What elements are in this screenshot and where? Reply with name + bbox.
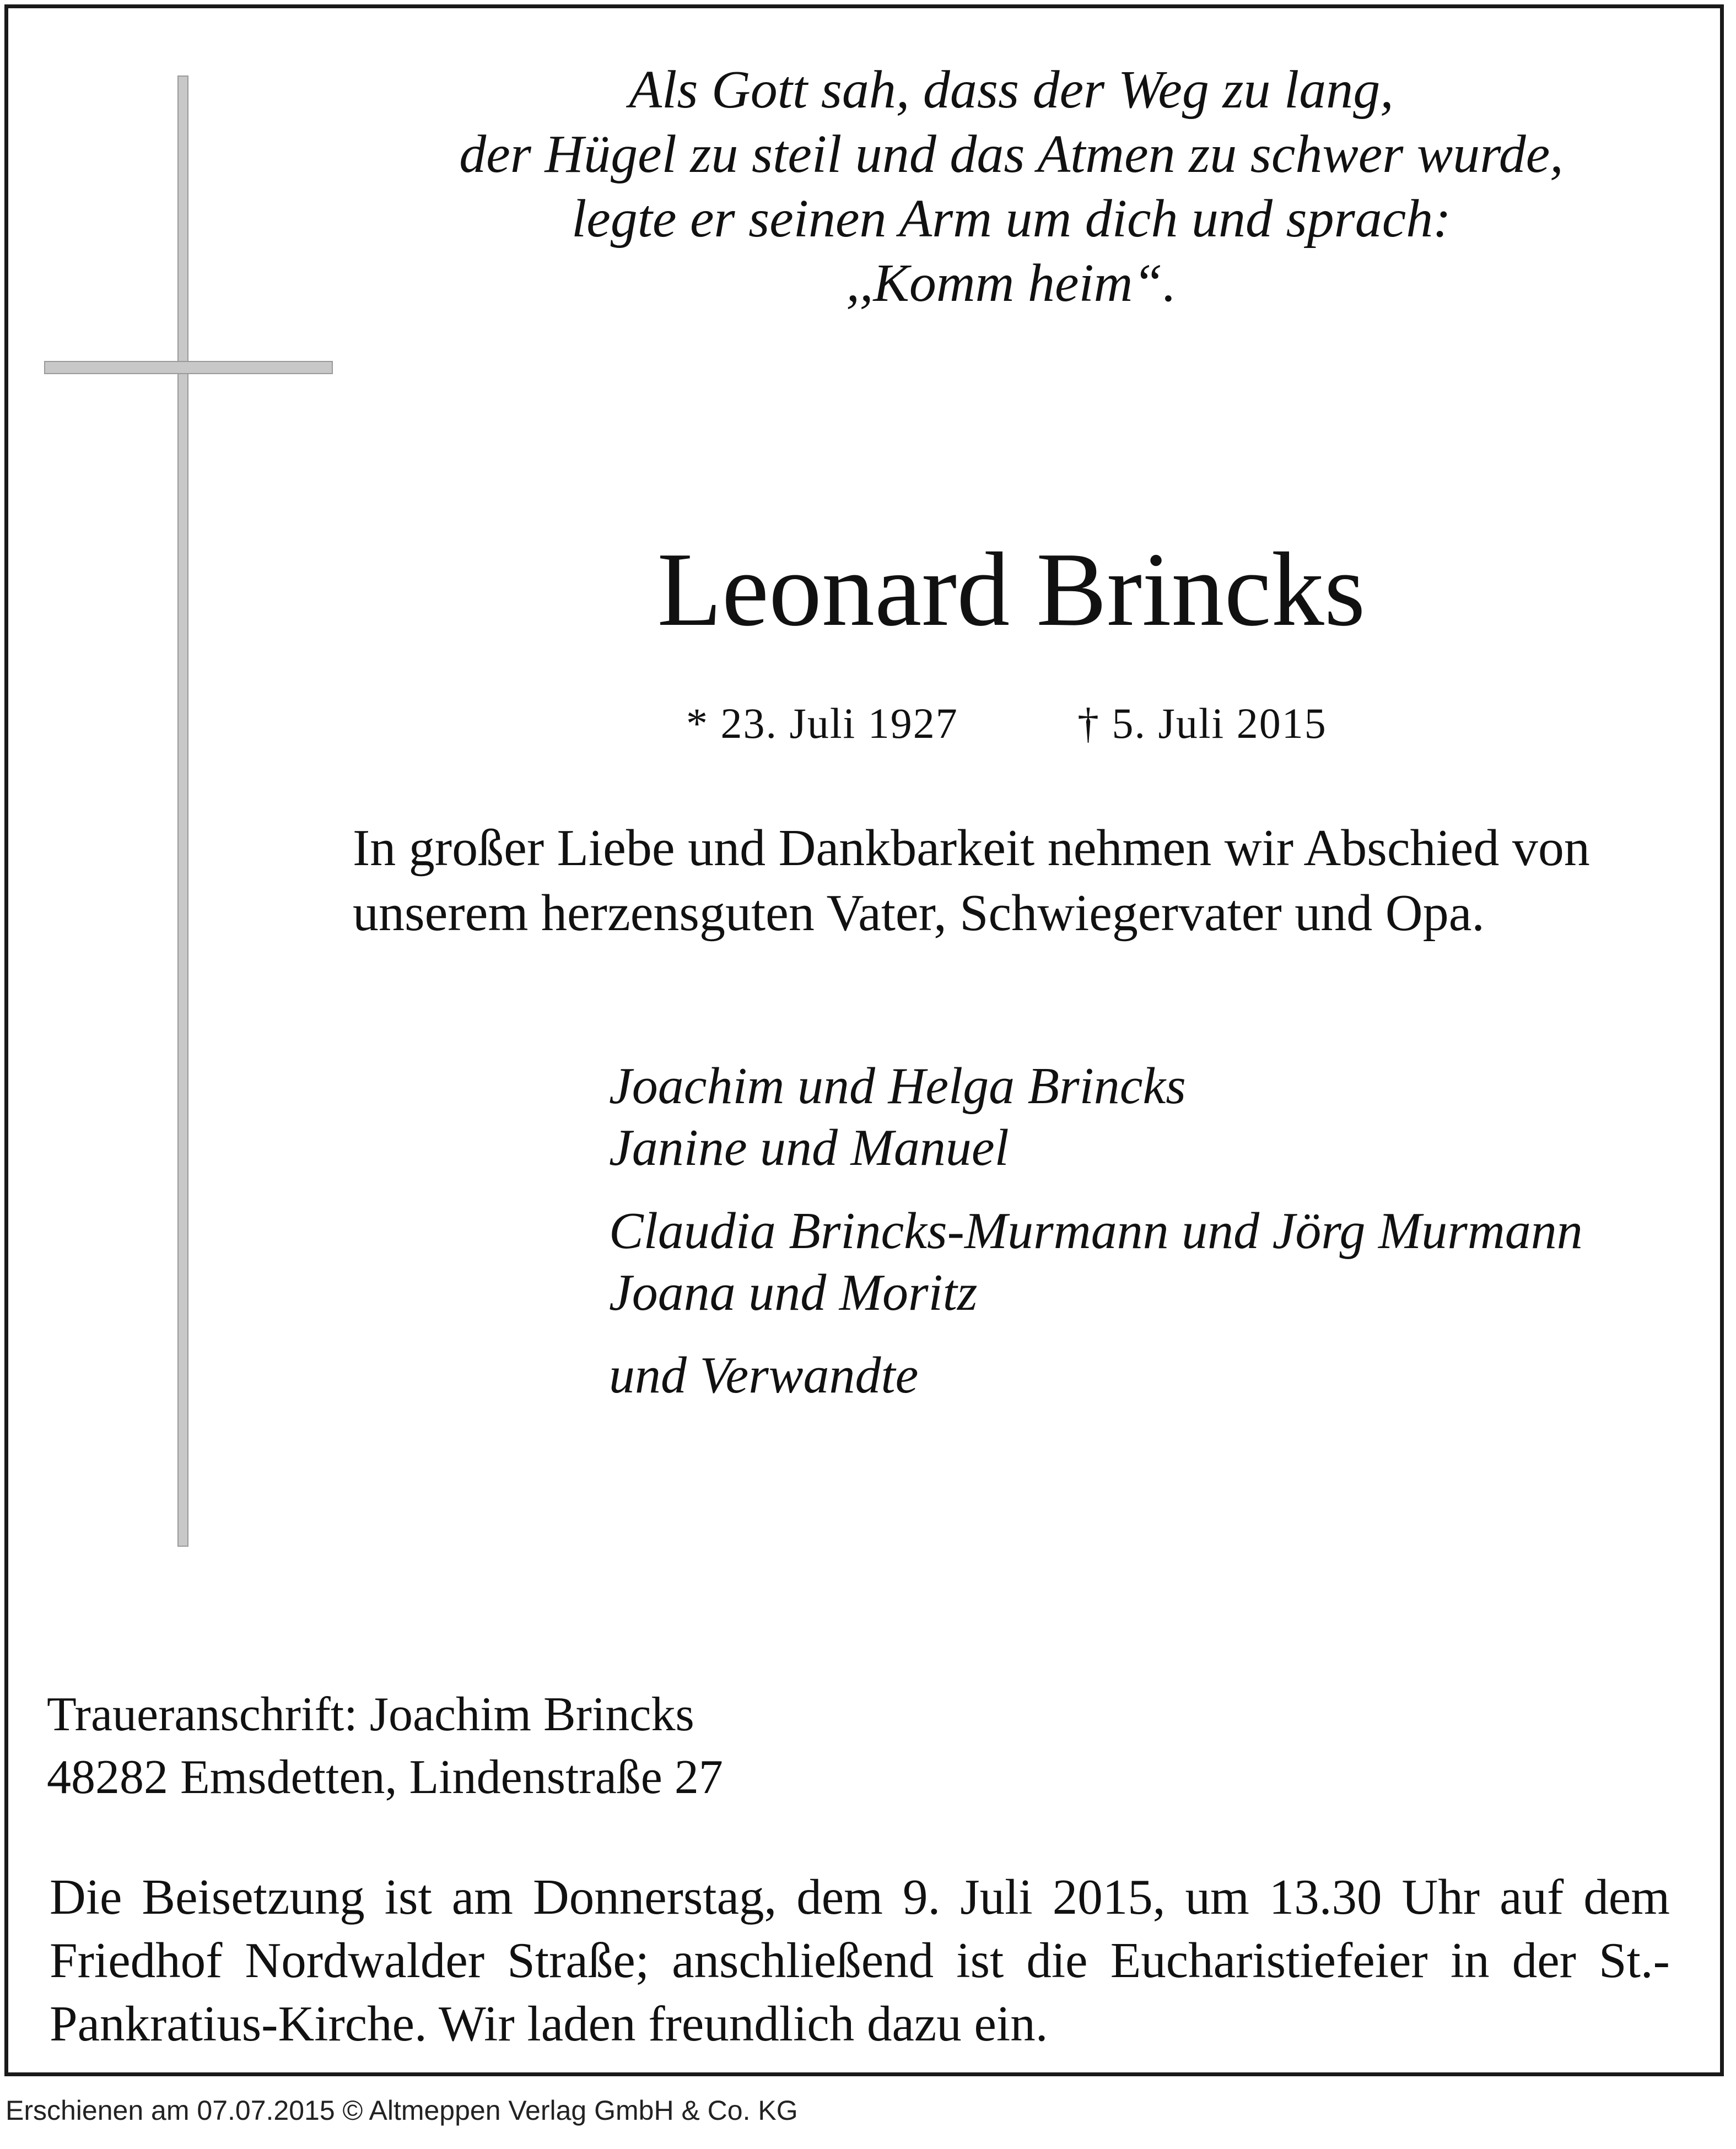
farewell-line: In großer Liebe und Dankbarkeit nehmen wir Abschied von bbox=[353, 819, 1590, 877]
death-date: † 5. Juli 2015 bbox=[1077, 699, 1327, 747]
cross-icon-crossbar bbox=[44, 361, 333, 374]
mourner-line: Claudia Brincks-Murmann und Jörg Murmann bbox=[609, 1202, 1583, 1260]
poem-line: Als Gott sah, dass der Weg zu lang, bbox=[629, 60, 1394, 120]
mourner-line: Joachim und Helga Brincks bbox=[609, 1057, 1186, 1115]
publication-footer: Erschienen am 07.07.2015 © Altmeppen Verlag GmbH & Co. KG bbox=[6, 2095, 798, 2126]
mourner-line: Joana und Moritz bbox=[609, 1264, 978, 1321]
mourning-address bbox=[47, 1683, 1645, 1809]
address-line: 48282 Emsdetten, Lindenstraße 27 bbox=[47, 1751, 723, 1804]
poem-line: ,,Komm heim“. bbox=[846, 253, 1177, 313]
address-line: Traueranschrift: Joachim Brincks bbox=[47, 1688, 694, 1741]
mourner-group bbox=[609, 1200, 1711, 1324]
farewell-line: unserem herzensguten Vater, Schwiegervater und Opa. bbox=[353, 884, 1485, 942]
funeral-notice: Die Beisetzung ist am Donnerstag, dem 9. Juli 2015, um 13.30 Uhr auf dem Friedhof Nordwalder Straße; anschließend ist die Eucharistiefeier in der St.-Pankratius-Kirche. Wir laden freundlich dazu ein. bbox=[50, 1869, 1670, 2051]
poem-line: der Hügel zu steil und das Atmen zu schwer wurde, bbox=[459, 125, 1564, 184]
deceased-name: Leonard Brincks bbox=[657, 531, 1366, 648]
mourner-group bbox=[609, 1055, 1711, 1179]
cross-icon bbox=[177, 75, 188, 1547]
farewell-text bbox=[353, 816, 1675, 946]
mourner-line: Janine und Manuel bbox=[609, 1119, 1009, 1176]
mourner-group bbox=[609, 1345, 1711, 1406]
mourner-line: und Verwandte bbox=[609, 1347, 919, 1404]
poem-line: legte er seinen Arm um dich und sprach: bbox=[572, 189, 1451, 249]
poem bbox=[386, 58, 1637, 316]
birth-date: * 23. Juli 1927 bbox=[686, 699, 958, 747]
